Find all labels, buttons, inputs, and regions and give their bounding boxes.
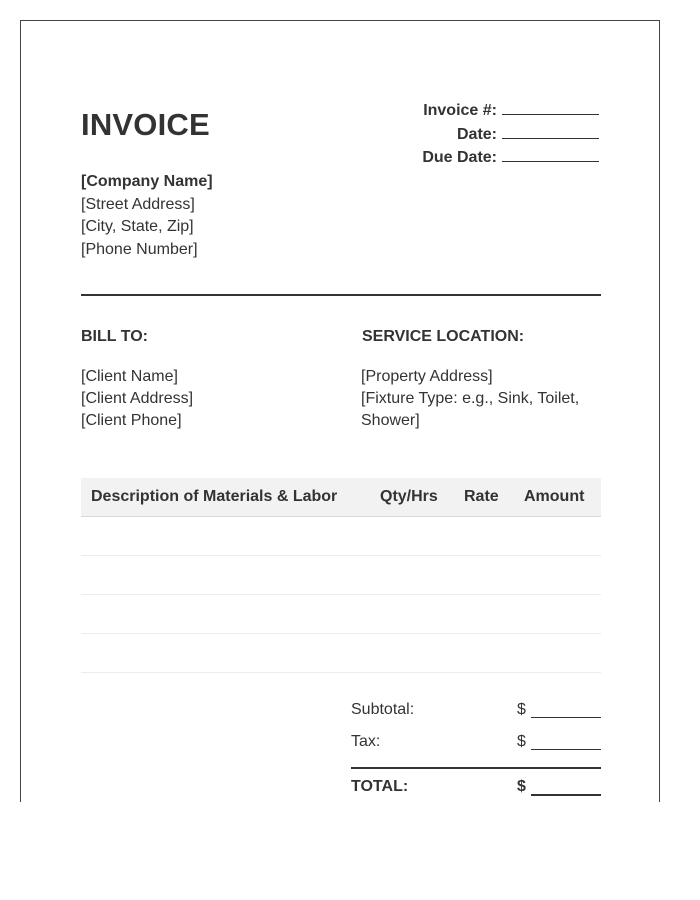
column-header-qty-hrs: Qty/Hrs: [380, 488, 438, 505]
subtotal-currency: $: [517, 701, 526, 718]
due-date-row: [422, 146, 599, 170]
client-phone[interactable]: [Client Phone]: [81, 412, 182, 429]
invoice-title: INVOICE: [81, 107, 210, 142]
invoice-meta: [422, 99, 599, 170]
company-name[interactable]: [Company Name]: [81, 173, 213, 190]
total-currency: $: [517, 778, 526, 795]
service-location-label: SERVICE LOCATION:: [362, 328, 525, 345]
column-header-rate: Rate: [464, 488, 499, 505]
company-street[interactable]: [Street Address]: [81, 195, 195, 213]
date-label: Date:: [456, 125, 497, 143]
company-city[interactable]: [City, State, Zip]: [81, 218, 194, 235]
subtotal-field[interactable]: [531, 702, 601, 718]
date-field[interactable]: [502, 123, 599, 139]
total-label: TOTAL:: [351, 778, 409, 795]
invoice-page: [20, 20, 660, 802]
total-row: [351, 776, 601, 808]
table-row[interactable]: [81, 634, 601, 673]
table-header: [81, 478, 601, 517]
client-name[interactable]: [Client Name]: [81, 368, 178, 385]
tax-row: [351, 731, 601, 763]
invoice-number-label: Invoice #:: [423, 102, 497, 119]
company-phone[interactable]: [Phone Number]: [81, 240, 198, 258]
property-address[interactable]: [Property Address]: [361, 368, 493, 385]
bill-to-label: BILL TO:: [81, 328, 148, 345]
header-divider: [81, 294, 601, 296]
service-location-block: [361, 366, 601, 432]
table-row[interactable]: [81, 556, 601, 595]
fixture-type[interactable]: [Fixture Type: e.g., Sink, Toilet, Shower]: [361, 390, 580, 429]
invoice-number-field[interactable]: [502, 99, 599, 115]
table-row[interactable]: [81, 595, 601, 634]
client-address[interactable]: [Client Address]: [81, 390, 194, 407]
due-date-label: Due Date:: [422, 149, 497, 166]
table-row[interactable]: [81, 517, 601, 556]
total-field[interactable]: [531, 779, 601, 796]
subtotal-row: [351, 699, 601, 731]
total-divider: [351, 767, 601, 769]
subtotal-label: Subtotal:: [351, 701, 415, 718]
date-row: [422, 123, 599, 147]
column-header-description: Description of Materials & Labor: [91, 488, 338, 505]
tax-field[interactable]: [531, 734, 601, 750]
invoice-number-row: [422, 99, 599, 123]
bill-to-block: [81, 366, 193, 432]
line-items-table: [81, 478, 601, 673]
tax-currency: $: [517, 733, 526, 750]
column-header-amount: Amount: [524, 488, 585, 505]
company-block: [81, 171, 213, 261]
due-date-field[interactable]: [502, 146, 599, 162]
tax-label: Tax:: [351, 733, 381, 750]
totals-block: [351, 699, 601, 808]
